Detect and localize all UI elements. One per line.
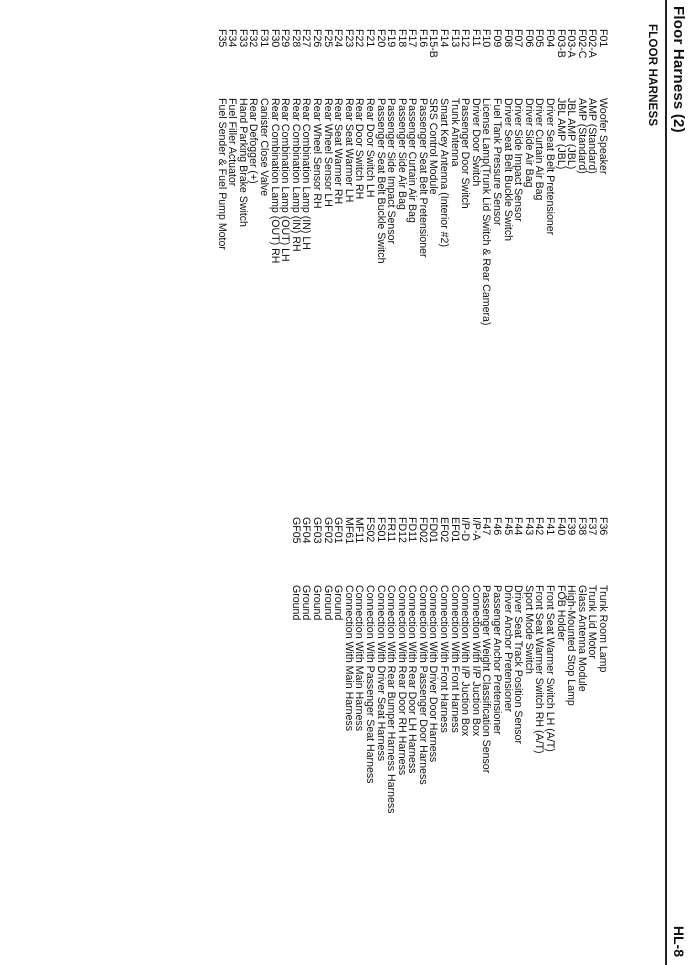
connector-description: Rear Combination Lamp (OUT) LH bbox=[279, 98, 292, 262]
connector-row bbox=[407, 29, 418, 469]
connector-description: Connection With Passenger Door Harness bbox=[416, 585, 429, 785]
connector-code: F22 bbox=[353, 29, 366, 48]
connector-code: F26 bbox=[310, 29, 323, 48]
connector-list-left bbox=[216, 29, 608, 469]
connector-description: Passenger Seat Belt Buckle Switch bbox=[374, 98, 387, 264]
connector-row bbox=[555, 29, 566, 469]
connector-description: Fuel Sender & Fuel Pump Motor bbox=[215, 98, 228, 250]
connector-description: Canister Close Valve bbox=[258, 98, 270, 197]
connector-row bbox=[513, 517, 524, 947]
connector-code: F14 bbox=[438, 29, 451, 48]
connector-code: F45 bbox=[501, 517, 514, 536]
connector-row bbox=[386, 517, 397, 947]
connector-code: F19 bbox=[385, 29, 398, 48]
connector-row bbox=[428, 29, 439, 469]
connector-row bbox=[216, 29, 227, 469]
connector-code: FD02 bbox=[416, 517, 429, 543]
connector-row bbox=[364, 517, 375, 947]
connector-row bbox=[439, 517, 450, 947]
connector-row bbox=[290, 517, 301, 947]
connector-description: FOB Holder bbox=[554, 585, 567, 641]
connector-description: Connection With Rear Door LH Harness bbox=[406, 585, 419, 774]
connector-code: F16 bbox=[416, 29, 429, 48]
connector-description: JBL AMP (JBL) bbox=[565, 98, 578, 170]
connector-description: Rear Combination Lamp (OUT) RH bbox=[268, 98, 281, 264]
connector-description: SRS Control Module bbox=[427, 98, 440, 195]
connector-description: Passenger Weight Classification Sensor bbox=[480, 585, 493, 774]
connector-description: Connection With I/P Juction Box bbox=[459, 585, 472, 737]
connector-description: Driver Side Impact Sensor bbox=[512, 98, 525, 222]
connector-row bbox=[587, 29, 598, 469]
connector-description: Driver Seat Belt Pretensioner bbox=[544, 98, 557, 236]
connector-code: F47 bbox=[480, 517, 493, 536]
connector-code: F38 bbox=[575, 517, 588, 536]
connector-row bbox=[439, 29, 450, 469]
connector-description: Smart Key Antenna (Interior #2) bbox=[438, 98, 451, 247]
connector-description: Ground bbox=[321, 585, 334, 621]
connector-code: F24 bbox=[332, 29, 345, 48]
connector-row bbox=[396, 29, 407, 469]
connector-code: I/P-A bbox=[469, 517, 482, 541]
connector-row bbox=[566, 29, 577, 469]
connector-code: GF03 bbox=[310, 517, 323, 544]
connector-code: F12 bbox=[459, 29, 472, 48]
connector-code: F36 bbox=[597, 517, 609, 536]
connector-description: Connection With Driver Seat Harness bbox=[374, 585, 387, 762]
connector-code: F27 bbox=[300, 29, 313, 48]
connector-description: Connection With Driver Door Harness bbox=[427, 585, 440, 763]
connector-code: GF04 bbox=[300, 517, 313, 544]
connector-code: GF05 bbox=[289, 517, 302, 544]
connector-description: Passenger Door Switch bbox=[459, 98, 472, 209]
connector-description: Rear Door Switch RH bbox=[353, 98, 366, 200]
connector-description: Rear Wheel Sensor RH bbox=[310, 98, 323, 209]
connector-row bbox=[354, 517, 365, 947]
connector-row bbox=[491, 517, 502, 947]
connector-row bbox=[534, 517, 545, 947]
connector-row bbox=[428, 517, 439, 947]
connector-code: F17 bbox=[406, 29, 419, 48]
connector-code: I/P-D bbox=[459, 517, 472, 542]
connector-code: F40 bbox=[554, 517, 567, 536]
connector-code: F42 bbox=[533, 517, 546, 536]
connector-code: GF01 bbox=[332, 517, 345, 544]
connector-row bbox=[280, 29, 291, 469]
connector-code: F44 bbox=[512, 517, 525, 536]
connector-row bbox=[481, 517, 492, 947]
connector-description: Rear Seat Warmer RH bbox=[332, 98, 345, 205]
connector-description: Connection With I/P Juction Box bbox=[469, 585, 482, 737]
connector-row bbox=[597, 517, 608, 947]
connector-code: F43 bbox=[522, 517, 535, 536]
connector-description: Connection With Main Harness bbox=[353, 585, 366, 732]
connector-code: F21 bbox=[363, 29, 376, 48]
connector-code: F13 bbox=[448, 29, 461, 48]
connector-description: Hand Parking Brake Switch bbox=[236, 98, 249, 227]
connector-row bbox=[248, 29, 259, 469]
connector-code: F39 bbox=[565, 517, 578, 536]
connector-row bbox=[449, 29, 460, 469]
connector-code: F09 bbox=[491, 29, 504, 48]
connector-description: High-Mounted Stop Lamp bbox=[565, 585, 578, 706]
connector-row bbox=[523, 29, 534, 469]
connector-row bbox=[333, 517, 344, 947]
connector-code: F15-B bbox=[427, 29, 440, 58]
connector-row bbox=[417, 517, 428, 947]
connector-code: F41 bbox=[544, 517, 557, 536]
connector-description: Fuel Filler Actuator bbox=[226, 98, 239, 187]
connector-code: FR11 bbox=[385, 517, 398, 543]
connector-row bbox=[311, 29, 322, 469]
connector-code: EF01 bbox=[448, 517, 461, 543]
connector-description: Glass Antenna Module bbox=[575, 585, 588, 692]
connector-description: Connection With Rear Bumper Harness Harness bbox=[385, 585, 398, 814]
connector-code: FD01 bbox=[427, 517, 440, 543]
connector-description: Rear Seat Warmer LH bbox=[342, 98, 355, 203]
connector-code: FS01 bbox=[374, 517, 387, 543]
connector-code: F35 bbox=[215, 29, 228, 48]
connector-row bbox=[311, 517, 322, 947]
connector-description: Connection With Rear Door RH Harness bbox=[395, 585, 408, 776]
connector-code: F29 bbox=[279, 29, 292, 48]
connector-code: F05 bbox=[533, 29, 546, 48]
connector-description: Driver Seat Track Position Sensor bbox=[512, 585, 525, 744]
connector-row bbox=[576, 517, 587, 947]
connector-row bbox=[322, 517, 333, 947]
connector-code: F28 bbox=[289, 29, 302, 48]
connector-code: F37 bbox=[586, 517, 599, 536]
connector-row bbox=[343, 517, 354, 947]
connector-description: Ground bbox=[289, 585, 302, 621]
connector-description: Driver Door Switch bbox=[469, 98, 482, 187]
connector-row bbox=[322, 29, 333, 469]
connector-row bbox=[386, 29, 397, 469]
connector-code: F30 bbox=[268, 29, 281, 48]
connector-row bbox=[258, 29, 269, 469]
connector-row bbox=[555, 517, 566, 947]
connector-row bbox=[576, 29, 587, 469]
connector-description: Connection With Front Harness bbox=[438, 585, 451, 733]
connector-code: FS02 bbox=[363, 517, 376, 543]
connector-description: Driver Curtain Air Bag bbox=[533, 98, 546, 201]
connector-code: F08 bbox=[501, 29, 514, 48]
connector-row bbox=[375, 517, 386, 947]
connector-row bbox=[534, 29, 545, 469]
connector-description: Front Seat Warmer Switch RH (A/T) bbox=[533, 585, 546, 754]
connector-row bbox=[396, 517, 407, 947]
connector-row bbox=[343, 29, 354, 469]
connector-code: F23 bbox=[342, 29, 355, 48]
connector-code: F32 bbox=[247, 29, 260, 48]
connector-description: Woofer Speaker bbox=[597, 98, 609, 175]
connector-code: MF61 bbox=[342, 517, 355, 545]
connector-row bbox=[513, 29, 524, 469]
connector-description: Passenger Curtain Air Bag bbox=[406, 98, 419, 223]
connector-description: Rear Defogger (+) bbox=[247, 98, 260, 184]
connector-description: Trunk Room Lamp bbox=[597, 585, 609, 673]
connector-row bbox=[227, 29, 238, 469]
connector-description: Front Seat Warmer Switch LH (A/T) bbox=[544, 585, 557, 752]
connector-row bbox=[333, 29, 344, 469]
connector-row bbox=[460, 517, 471, 947]
connector-row bbox=[491, 29, 502, 469]
connector-description: AMP (Standard) bbox=[586, 98, 599, 174]
connector-description: Driver Seat Belt Buckle Switch bbox=[501, 98, 514, 242]
connector-code: F46 bbox=[491, 517, 504, 536]
connector-code: F04 bbox=[544, 29, 557, 48]
connector-row bbox=[375, 29, 386, 469]
connector-code: F03-B bbox=[554, 29, 567, 58]
connector-code: F02-A bbox=[586, 29, 599, 58]
connector-code: F18 bbox=[395, 29, 408, 48]
connector-row bbox=[481, 29, 492, 469]
connector-description: Rear Combination Lamp (IN) LH bbox=[300, 98, 313, 250]
connector-description: Passenger Side Impact Sensor bbox=[385, 98, 398, 245]
page-title: Floor Harness (2) bbox=[670, 6, 687, 133]
connector-code: MF11 bbox=[353, 517, 366, 544]
connector-row bbox=[269, 29, 280, 469]
connector-code: F11 bbox=[469, 29, 482, 47]
connector-description: Ground bbox=[332, 585, 345, 621]
connector-row bbox=[354, 29, 365, 469]
connector-code: F06 bbox=[522, 29, 535, 48]
connector-code: F34 bbox=[226, 29, 239, 48]
connector-row bbox=[301, 517, 312, 947]
connector-row bbox=[597, 29, 608, 469]
connector-code: F02-C bbox=[575, 29, 588, 59]
connector-description: Rear Wheel Sensor LH bbox=[321, 98, 334, 207]
connector-description: Connection With Front Harness bbox=[448, 585, 461, 733]
connector-row bbox=[290, 29, 301, 469]
connector-code: FD11 bbox=[406, 517, 419, 543]
connector-description: JBL AMP (JBL) bbox=[554, 98, 567, 170]
connector-row bbox=[523, 517, 534, 947]
connector-description: Sport Mode Switch bbox=[522, 585, 535, 674]
connector-list-right bbox=[290, 517, 608, 947]
connector-row bbox=[587, 517, 598, 947]
connector-code: F07 bbox=[512, 29, 525, 48]
connector-code: FD12 bbox=[395, 517, 408, 543]
connector-description: Passenger Anchor Pretensioner bbox=[491, 585, 504, 735]
connector-code: F25 bbox=[321, 29, 334, 48]
connector-description: Trunk Antenna bbox=[448, 98, 461, 167]
connector-description: Rear Combination Lamp (IN) RH bbox=[289, 98, 302, 252]
connector-description: Driver Side Air Bag bbox=[522, 98, 535, 188]
page-number: HL-8 bbox=[671, 925, 687, 957]
connector-row bbox=[544, 517, 555, 947]
connector-code: F20 bbox=[374, 29, 387, 48]
connector-description: Driver Anchor Pretensioner bbox=[501, 585, 514, 713]
connector-row bbox=[470, 29, 481, 469]
connector-row bbox=[417, 29, 428, 469]
connector-row bbox=[460, 29, 471, 469]
connector-row bbox=[449, 517, 460, 947]
connector-row bbox=[544, 29, 555, 469]
header-divider bbox=[665, 0, 667, 965]
connector-row bbox=[364, 29, 375, 469]
connector-code: F33 bbox=[236, 29, 249, 48]
connector-code: EF02 bbox=[438, 517, 451, 543]
connector-description: AMP (Standard) bbox=[575, 98, 588, 174]
connector-row bbox=[470, 517, 481, 947]
connector-description: Fuel Tank Pressure Sensor bbox=[491, 98, 504, 226]
connector-code: F31 bbox=[258, 29, 270, 48]
connector-code: F03-A bbox=[565, 29, 578, 58]
connector-row bbox=[502, 517, 513, 947]
connector-row bbox=[407, 517, 418, 947]
connector-description: Passenger Side Air Bag bbox=[395, 98, 408, 210]
connector-description: License Lamp(Trunk Lid Switch & Rear Camera) bbox=[480, 98, 493, 326]
connector-description: Ground bbox=[300, 585, 313, 621]
connector-code: F01 bbox=[597, 29, 609, 48]
connector-description: Connection With Main Harness bbox=[342, 585, 355, 732]
connector-description: Trunk Lid Motor bbox=[586, 585, 599, 659]
section-title: FLOOR HARNESS bbox=[646, 24, 658, 127]
connector-description: Passenger Seat Belt Pretensioner bbox=[416, 98, 429, 258]
connector-description: Rear Door Switch LH bbox=[363, 98, 376, 198]
connector-description: Ground bbox=[310, 585, 323, 621]
connector-row bbox=[502, 29, 513, 469]
connector-description: Connection With Passenger Seat Harness bbox=[363, 585, 376, 784]
connector-row bbox=[237, 29, 248, 469]
connector-code: F10 bbox=[480, 29, 493, 48]
connector-code: GF02 bbox=[321, 517, 334, 544]
connector-row bbox=[301, 29, 312, 469]
connector-row bbox=[566, 517, 577, 947]
